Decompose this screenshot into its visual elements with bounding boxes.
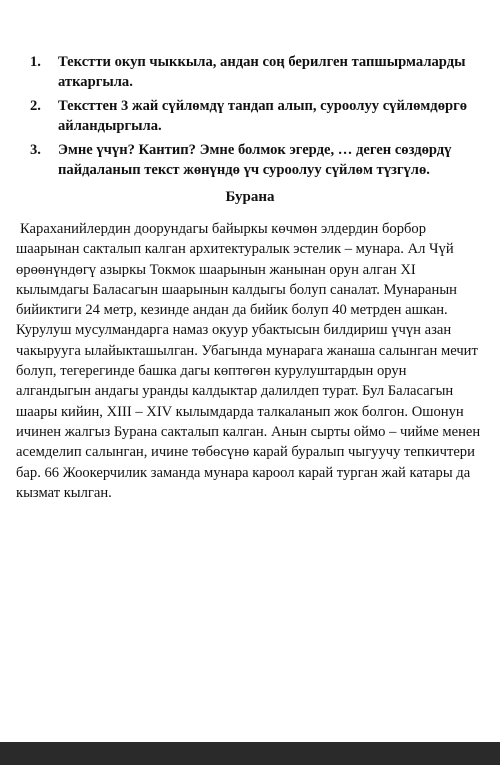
task-number: 3. [30,142,41,158]
bottom-bar [0,742,500,765]
task-item [30,52,485,92]
task-list [30,52,485,184]
text-body: Караханийлердин доорундагы байыркы көчмөн элдердин борбор шаарынан сакталып калган архитектуралык эстелик – мунара. Ал Чүй өрөөнүндөгү азыркы Токмок шаарынын жанынан орун алган XI кылымдагы Баласагын шаарынын калдыгы болуп саналат. Мунаранын бийиктиги 24 метр, кезинде андан да бийик болуп 40 метрден ашкан. Курулуш мусулмандарга намаз окуур убактысын билдириш үчүн азан чакырууга ылайыкташылган. Убагында мунарага жанаша салынган мечит болуп, тегерегинде башка дагы көптөгөн курулуштардын орун алгандыгын андагы уранды калдыктар далилдеп турат. Бул Баласагын шаары кийин, XIII – XIV кылымдарда талкаланып жок болгон. Ошонун ичинен жалгыз Бурана сакталып калган. Анын сырты оймо – чийме менен асемделип салынган, ичине төбөсүнө карай буралып чыгуучу тепкичтери бар. 66 Жоокерчилик заманда мунара кароол карай турган жай катары да кызмат кылган. [16,221,481,501]
task-item [30,140,485,180]
task-text: Эмне үчүн? Кантип? Эмне болмок эгерде, … деген сөздөрдү пайдаланып текст жөнүндө үч суроолуу сүйлөм түзгүлө. [58,142,452,178]
task-text: Тексттен 3 жай сүйлөмдү тандап алып, суроолуу сүйлөмдөргө айландыргыла. [58,98,468,134]
task-item [30,96,485,136]
task-text: Текстти окуп чыккыла, андан соң берилген тапшырмаларды аткаргыла. [58,54,466,90]
text-title: Бурана [225,189,275,205]
task-number: 1. [30,54,41,70]
task-number: 2. [30,98,41,114]
